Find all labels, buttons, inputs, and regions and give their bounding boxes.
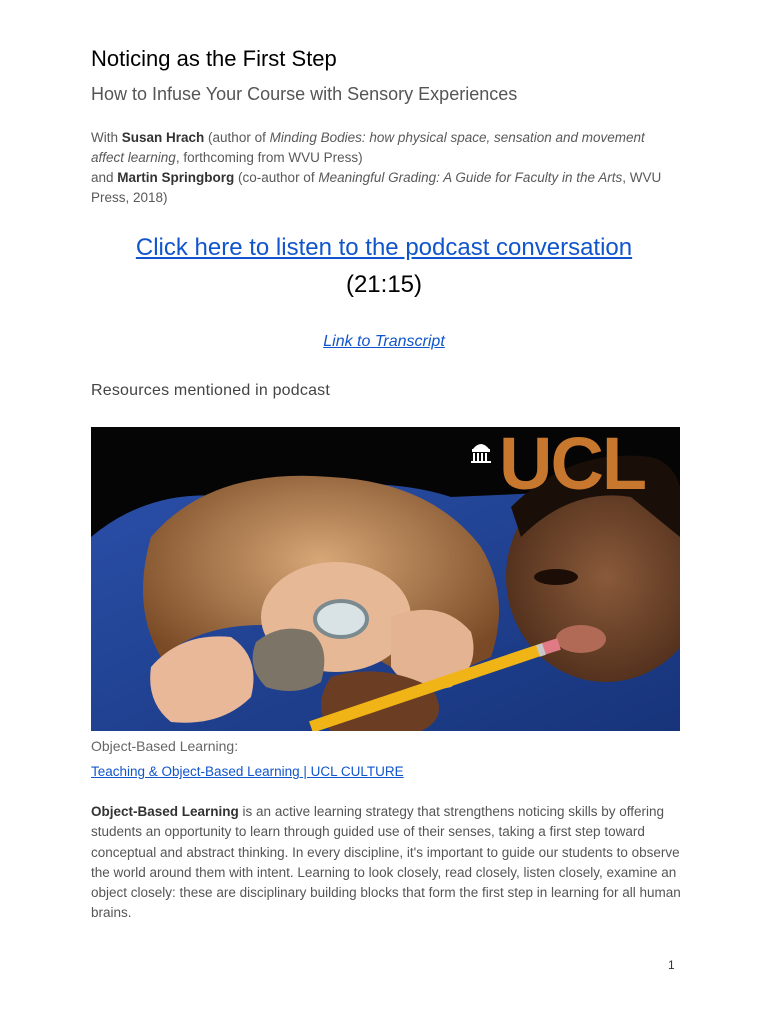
page-title: Noticing as the First Step <box>91 46 337 71</box>
obl-caption: Object-Based Learning: <box>91 738 239 754</box>
paragraph-text: is an active learning strategy that strengthens noticing skills by offering students an opportunity to learn through guided use of their senses, taking a first step toward conceptual and abstract thinking. In every discipline, it's important to guide our students to observe the world around them with intent. Learning to look closely, read closely, listen closely, examine an object closely: these are disciplinary building blocks that form the first step in learning for all human brains. <box>91 804 681 921</box>
podcast-link[interactable]: Click here to listen to the podcast conversation <box>135 234 633 261</box>
photo-illustration <box>91 427 680 731</box>
guest1-book: Minding Bodies: how physical space, sensation and movement affect learning <box>91 130 645 165</box>
guest2-book: Meaningful Grading: A Guide for Faculty in the Arts <box>318 170 623 185</box>
ucl-photo <box>91 427 680 731</box>
transcript-link[interactable]: Link to Transcript <box>323 333 445 350</box>
guest2-post: , WVU Press, 2018) <box>91 170 662 205</box>
ucl-logo-text: UCL <box>499 427 646 505</box>
resources-heading: Resources mentioned in podcast <box>91 382 331 399</box>
podcast-duration: (21:15) <box>345 271 423 298</box>
byline <box>91 128 681 208</box>
page-number: 1 <box>668 958 675 972</box>
guest1-post: , forthcoming from WVU Press) <box>175 150 363 165</box>
page-subtitle: How to Infuse Your Course with Sensory Experiences <box>91 84 518 104</box>
byline-and: and <box>91 170 118 185</box>
guest2-name: Martin Springborg <box>117 170 235 185</box>
obl-link[interactable]: Teaching & Object-Based Learning | UCL CULTURE <box>91 764 404 779</box>
guest1-pre: (author of <box>204 130 270 145</box>
guest2-pre: (co-author of <box>234 170 319 185</box>
guest1-name: Susan Hrach <box>121 130 205 145</box>
paragraph-lead: Object-Based Learning <box>91 804 239 819</box>
byline-with: With <box>91 130 122 145</box>
body-paragraph <box>91 802 681 924</box>
